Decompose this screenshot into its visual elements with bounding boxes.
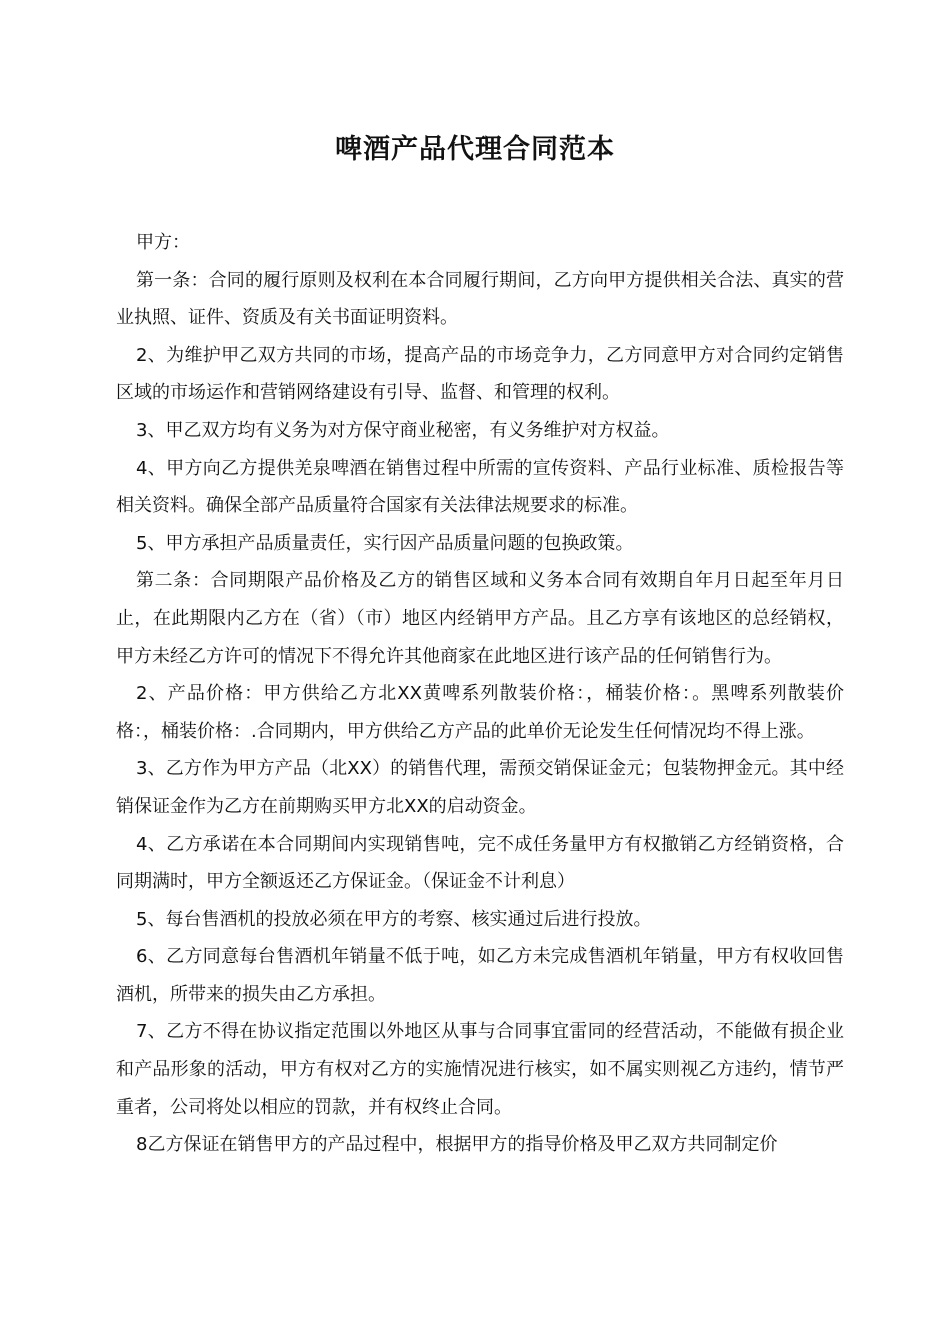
paragraph-article-1-item-3: 3、甲乙双方均有义务为对方保守商业秘密，有义务维护对方权益。	[136, 419, 670, 441]
paragraph-article-2-item-4: 4、乙方承诺在本合同期间内实现销售吨，完不成任务量甲方有权撤销乙方经销资格，合同期满时，甲方全额返还乙方保证金。（保证金不计利息）	[116, 833, 844, 893]
paragraph-article-2-item-8: 8乙方保证在销售甲方的产品过程中，根据甲方的指导价格及甲乙双方共同制定价	[136, 1134, 778, 1156]
paragraph-article-2-item-3: 3、乙方作为甲方产品（北XX）的销售代理，需预交销保证金元；包装物押金元。其中经销保证金作为乙方在前期购买甲方北XX的启动资金。	[116, 758, 844, 817]
paragraph-article-1-item-5: 5、甲方承担产品质量责任，实行因产品质量问题的包换政策。	[136, 532, 634, 554]
paragraph-article-2: 第二条：合同期限产品价格及乙方的销售区域和义务本合同有效期自年月日起至年月日止，在此期限内乙方在（省）（市）地区内经销甲方产品。且乙方享有该地区的总经销权，甲方未经乙方许可的情况下不得允许其他商家在此地区进行该产品的任何销售行为。	[116, 570, 844, 667]
document-body	[116, 224, 844, 1164]
paragraph-article-1-item-2: 2、为维护甲乙双方共同的市场，提高产品的市场竞争力，乙方同意甲方对合同约定销售区域的市场运作和营销网络建设有引导、监督、和管理的权利。	[116, 344, 844, 404]
paragraph-article-1-item-4: 4、甲方向乙方提供羌泉啤酒在销售过程中所需的宣传资料、产品行业标准、质检报告等相关资料。确保全部产品质量符合国家有关法律法规要求的标准。	[116, 457, 844, 517]
paragraph-article-2-item-6: 6、乙方同意每台售酒机年销量不低于吨，如乙方未完成售酒机年销量，甲方有权收回售酒机，所带来的损失由乙方承担。	[116, 946, 844, 1005]
paragraph-article-2-item-7: 7、乙方不得在协议指定范围以外地区从事与合同事宜雷同的经营活动，不能做有损企业和产品形象的活动，甲方有权对乙方的实施情况进行核实，如不属实则视乙方违约，情节严重者，公司将处以相应的罚款，并有权终止合同。	[116, 1021, 844, 1118]
paragraph-article-1: 第一条：合同的履行原则及权利在本合同履行期间，乙方向甲方提供相关合法、真实的营业执照、证件、资质及有关书面证明资料。	[116, 269, 844, 329]
paragraph-article-2-item-2: 2、产品价格：甲方供给乙方北XX黄啤系列散装价格：，桶装价格：。黑啤系列散装价格：，桶装价格：.合同期内，甲方供给乙方产品的此单价无论发生任何情况均不得上涨。	[116, 683, 844, 742]
document-title: 啤酒产品代理合同范本	[335, 134, 615, 165]
paragraph-article-2-item-5: 5、每台售酒机的投放必须在甲方的考察、核实通过后进行投放。	[136, 908, 652, 930]
paragraph-party-a: 甲方：	[136, 232, 190, 253]
